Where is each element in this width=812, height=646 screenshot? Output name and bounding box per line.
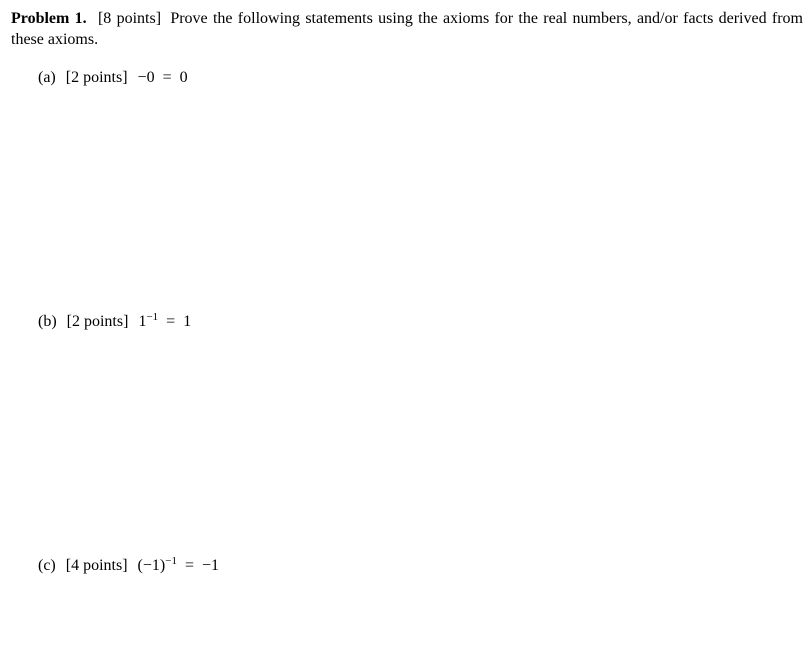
- part-label: (b): [38, 313, 57, 330]
- equation: [138, 69, 188, 86]
- equation-rhs: 0: [179, 69, 188, 86]
- equation: [138, 557, 219, 574]
- problem-heading: Problem 1.: [11, 10, 87, 27]
- part-label: (a): [38, 69, 56, 86]
- part-a: [38, 67, 188, 88]
- problem-text: Prove the following statements using the axioms for the real numbers, and/or facts derived from these axioms.: [11, 10, 803, 48]
- equation: [138, 313, 191, 330]
- part-c: [38, 555, 219, 576]
- problem-statement: [11, 8, 803, 50]
- equation-lhs-base: 1: [138, 313, 147, 330]
- equation-lhs: −0: [137, 69, 155, 86]
- equation-lhs-exponent: −1: [146, 311, 159, 323]
- problem-points: [8 points]: [97, 10, 162, 27]
- part-b: [38, 311, 191, 332]
- part-points: [4 points]: [65, 557, 128, 574]
- part-points: [2 points]: [66, 313, 129, 330]
- equation-rhs: −1: [201, 557, 220, 574]
- equation-lhs-base: (−1): [137, 557, 166, 574]
- part-label: (c): [38, 557, 56, 574]
- equation-lhs-exponent: −1: [165, 555, 177, 567]
- equation-relation: =: [184, 557, 194, 574]
- equation-relation: =: [162, 69, 172, 86]
- part-points: [2 points]: [65, 69, 128, 86]
- equation-relation: =: [166, 313, 176, 330]
- equation-rhs: 1: [183, 313, 192, 330]
